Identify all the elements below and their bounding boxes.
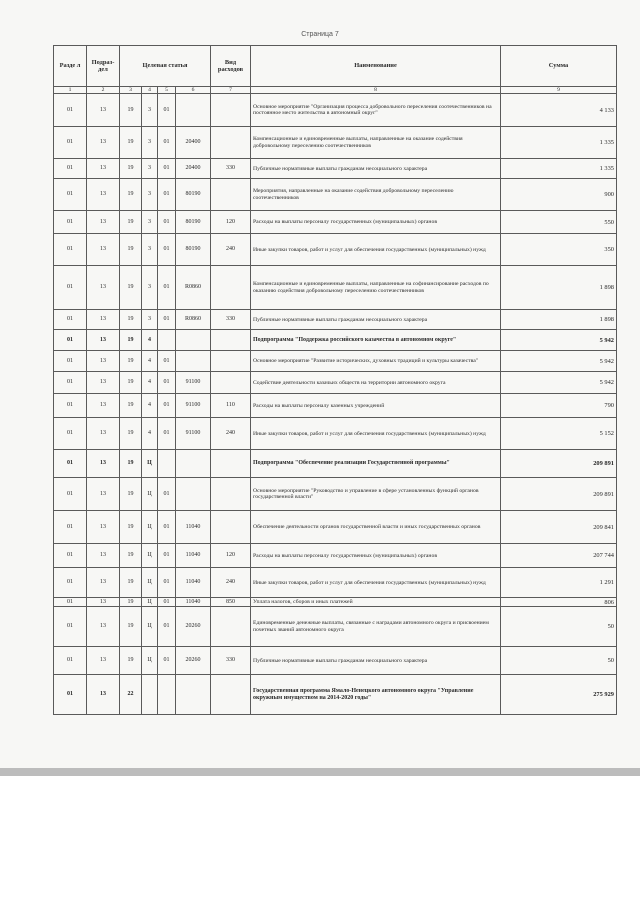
- header-vid: Вид расходов: [211, 46, 251, 87]
- podrazdel-cell: 13: [87, 310, 120, 330]
- subprogram-code-cell: Ц: [142, 450, 158, 478]
- razdel-cell: 01: [54, 310, 87, 330]
- table-row: [54, 394, 617, 418]
- sum-cell: 209 891: [501, 478, 617, 511]
- program-code-cell: 19: [120, 607, 142, 647]
- razdel-cell: 01: [54, 211, 87, 234]
- podrazdel-cell: 13: [87, 94, 120, 127]
- program-code-cell: 19: [120, 211, 142, 234]
- event-code-cell: 01: [158, 94, 176, 127]
- podrazdel-cell: 13: [87, 478, 120, 511]
- subprogram-code-cell: 4: [142, 330, 158, 351]
- event-code-cell: 01: [158, 179, 176, 211]
- expense-type-cell: 240: [211, 568, 251, 598]
- podrazdel-cell: 13: [87, 568, 120, 598]
- event-code-cell: 01: [158, 568, 176, 598]
- event-code-cell: [158, 450, 176, 478]
- direction-code-cell: [176, 330, 211, 351]
- event-code-cell: 01: [158, 511, 176, 544]
- table-body: [54, 94, 617, 715]
- event-code-cell: 01: [158, 211, 176, 234]
- expense-type-cell: 850: [211, 598, 251, 607]
- razdel-cell: 01: [54, 647, 87, 675]
- name-cell: Компенсационные и единовременные выплаты, направленные на оказание содействия добровольному переселению соотечественников: [251, 127, 501, 159]
- program-code-cell: 22: [120, 675, 142, 715]
- name-cell: Иные закупки товаров, работ и услуг для обеспечения государственных (муниципальных) нужд: [251, 568, 501, 598]
- razdel-cell: 01: [54, 418, 87, 450]
- table-row: [54, 372, 617, 394]
- expense-type-cell: [211, 94, 251, 127]
- program-code-cell: 19: [120, 330, 142, 351]
- razdel-cell: 01: [54, 94, 87, 127]
- direction-code-cell: 80190: [176, 211, 211, 234]
- header-sum: Сумма: [501, 46, 617, 87]
- table-row: [54, 450, 617, 478]
- col-number: 1: [54, 87, 87, 94]
- col-number: 7: [211, 87, 251, 94]
- direction-code-cell: R0860: [176, 266, 211, 310]
- podrazdel-cell: 13: [87, 394, 120, 418]
- event-code-cell: [158, 330, 176, 351]
- program-code-cell: 19: [120, 647, 142, 675]
- subprogram-code-cell: 3: [142, 266, 158, 310]
- expense-type-cell: [211, 179, 251, 211]
- name-cell: Расходы на выплаты персоналу государственных (муниципальных) органов: [251, 211, 501, 234]
- program-code-cell: 19: [120, 372, 142, 394]
- program-code-cell: 19: [120, 511, 142, 544]
- header-tselevaya: Целевая статья: [120, 46, 211, 87]
- event-code-cell: 01: [158, 394, 176, 418]
- name-cell: Иные закупки товаров, работ и услуг для обеспечения государственных (муниципальных) нужд: [251, 418, 501, 450]
- col-number: 6: [176, 87, 211, 94]
- sum-cell: 1 335: [501, 159, 617, 179]
- table-row: [54, 310, 617, 330]
- razdel-cell: 01: [54, 351, 87, 372]
- sum-cell: 50: [501, 647, 617, 675]
- subprogram-code-cell: 3: [142, 179, 158, 211]
- program-code-cell: 19: [120, 310, 142, 330]
- event-code-cell: 01: [158, 478, 176, 511]
- razdel-cell: 01: [54, 372, 87, 394]
- subprogram-code-cell: 4: [142, 372, 158, 394]
- program-code-cell: 19: [120, 127, 142, 159]
- program-code-cell: 19: [120, 544, 142, 568]
- expense-type-cell: [211, 127, 251, 159]
- podrazdel-cell: 13: [87, 266, 120, 310]
- expense-type-cell: [211, 450, 251, 478]
- col-number: 5: [158, 87, 176, 94]
- expense-type-cell: [211, 372, 251, 394]
- podrazdel-cell: 13: [87, 211, 120, 234]
- name-cell: Уплата налогов, сборов и иных платежей: [251, 598, 501, 607]
- subprogram-code-cell: 3: [142, 234, 158, 266]
- name-cell: Основное мероприятие "Организация процесса добровольного переселения соотечественников на постоянное место жительства в автономный округ": [251, 94, 501, 127]
- subprogram-code-cell: Ц: [142, 511, 158, 544]
- podrazdel-cell: 13: [87, 179, 120, 211]
- razdel-cell: 01: [54, 478, 87, 511]
- expense-type-cell: 120: [211, 544, 251, 568]
- expense-type-cell: 240: [211, 418, 251, 450]
- sum-cell: 550: [501, 211, 617, 234]
- podrazdel-cell: 13: [87, 351, 120, 372]
- event-code-cell: 01: [158, 234, 176, 266]
- direction-code-cell: [176, 478, 211, 511]
- direction-code-cell: 20400: [176, 127, 211, 159]
- direction-code-cell: 20260: [176, 607, 211, 647]
- sum-cell: 209 841: [501, 511, 617, 544]
- sum-cell: 5 942: [501, 330, 617, 351]
- subprogram-code-cell: 3: [142, 127, 158, 159]
- subprogram-code-cell: 3: [142, 94, 158, 127]
- direction-code-cell: 91100: [176, 372, 211, 394]
- program-code-cell: 19: [120, 478, 142, 511]
- table-row: [54, 568, 617, 598]
- podrazdel-cell: 13: [87, 418, 120, 450]
- razdel-cell: 01: [54, 330, 87, 351]
- event-code-cell: [158, 675, 176, 715]
- expense-type-cell: 330: [211, 159, 251, 179]
- budget-table: [53, 45, 617, 715]
- name-cell: Подпрограмма "Обеспечение реализации Государственной программы": [251, 450, 501, 478]
- table-row: [54, 598, 617, 607]
- name-cell: Публичные нормативные выплаты гражданам несоциального характера: [251, 647, 501, 675]
- program-code-cell: 19: [120, 179, 142, 211]
- col-number: 2: [87, 87, 120, 94]
- name-cell: Мероприятия, направленные на оказание содействия добровольному переселению соотечественников: [251, 179, 501, 211]
- table-row: [54, 544, 617, 568]
- table-row: [54, 351, 617, 372]
- program-code-cell: 19: [120, 234, 142, 266]
- program-code-cell: 19: [120, 266, 142, 310]
- event-code-cell: 01: [158, 372, 176, 394]
- direction-code-cell: 11040: [176, 511, 211, 544]
- direction-code-cell: 20260: [176, 647, 211, 675]
- name-cell: Иные закупки товаров, работ и услуг для обеспечения государственных (муниципальных) нужд: [251, 234, 501, 266]
- sum-cell: 4 133: [501, 94, 617, 127]
- table-row: [54, 266, 617, 310]
- name-cell: Единовременные денежные выплаты, связанные с наградами автономного округа и присвоением почетных званий автономного округа: [251, 607, 501, 647]
- direction-code-cell: 91100: [176, 394, 211, 418]
- expense-type-cell: [211, 330, 251, 351]
- podrazdel-cell: 13: [87, 675, 120, 715]
- expense-type-cell: [211, 511, 251, 544]
- podrazdel-cell: 13: [87, 234, 120, 266]
- header-name: Наименование: [251, 46, 501, 87]
- expense-type-cell: 240: [211, 234, 251, 266]
- sum-cell: 275 929: [501, 675, 617, 715]
- table-row: [54, 675, 617, 715]
- column-number-row: [54, 87, 617, 94]
- header-razdel: Разде л: [54, 46, 87, 87]
- col-number: 8: [251, 87, 501, 94]
- sum-cell: 50: [501, 607, 617, 647]
- page-label: Страница 7: [301, 31, 339, 38]
- direction-code-cell: 80190: [176, 179, 211, 211]
- expense-type-cell: [211, 675, 251, 715]
- direction-code-cell: 11040: [176, 598, 211, 607]
- header-podrazdel: Подраз- дел: [87, 46, 120, 87]
- table-row: [54, 159, 617, 179]
- sum-cell: 5 942: [501, 351, 617, 372]
- subprogram-code-cell: Ц: [142, 607, 158, 647]
- sum-cell: 790: [501, 394, 617, 418]
- name-cell: Подпрограмма "Поддержка российского казачества в автономном округе": [251, 330, 501, 351]
- sum-cell: 806: [501, 598, 617, 607]
- table-row: [54, 179, 617, 211]
- event-code-cell: 01: [158, 598, 176, 607]
- razdel-cell: 01: [54, 568, 87, 598]
- name-cell: Расходы на выплаты персоналу государственных (муниципальных) органов: [251, 544, 501, 568]
- razdel-cell: 01: [54, 234, 87, 266]
- expense-type-cell: [211, 351, 251, 372]
- event-code-cell: 01: [158, 310, 176, 330]
- event-code-cell: 01: [158, 266, 176, 310]
- expense-type-cell: 120: [211, 211, 251, 234]
- name-cell: Государственная программа Ямало-Ненецкого автономного округа "Управление окружным имуществом на 2014-2020 годы": [251, 675, 501, 715]
- razdel-cell: 01: [54, 266, 87, 310]
- header-row: [54, 46, 617, 87]
- subprogram-code-cell: 4: [142, 351, 158, 372]
- direction-code-cell: 80190: [176, 234, 211, 266]
- name-cell: Расходы на выплаты персоналу казенных учреждений: [251, 394, 501, 418]
- razdel-cell: 01: [54, 179, 87, 211]
- razdel-cell: 01: [54, 607, 87, 647]
- expense-type-cell: [211, 478, 251, 511]
- program-code-cell: 19: [120, 598, 142, 607]
- sum-cell: 5 942: [501, 372, 617, 394]
- subprogram-code-cell: Ц: [142, 598, 158, 607]
- program-code-cell: 19: [120, 351, 142, 372]
- sum-cell: 5 152: [501, 418, 617, 450]
- subprogram-code-cell: Ц: [142, 478, 158, 511]
- subprogram-code-cell: 4: [142, 394, 158, 418]
- table-row: [54, 511, 617, 544]
- podrazdel-cell: 13: [87, 607, 120, 647]
- sum-cell: 1 291: [501, 568, 617, 598]
- podrazdel-cell: 13: [87, 647, 120, 675]
- name-cell: Компенсационные и единовременные выплаты, направленные на софинансирование расходов по оказанию содействия добровольному переселению соотечественников: [251, 266, 501, 310]
- direction-code-cell: R0860: [176, 310, 211, 330]
- direction-code-cell: [176, 675, 211, 715]
- direction-code-cell: 11040: [176, 568, 211, 598]
- subprogram-code-cell: Ц: [142, 647, 158, 675]
- razdel-cell: 01: [54, 394, 87, 418]
- name-cell: Основное мероприятие "Руководство и управление в сфере установленных функций органов государственной власти": [251, 478, 501, 511]
- podrazdel-cell: 13: [87, 598, 120, 607]
- sum-cell: 1 335: [501, 127, 617, 159]
- podrazdel-cell: 13: [87, 511, 120, 544]
- razdel-cell: 01: [54, 544, 87, 568]
- razdel-cell: 01: [54, 675, 87, 715]
- subprogram-code-cell: 4: [142, 418, 158, 450]
- razdel-cell: 01: [54, 127, 87, 159]
- program-code-cell: 19: [120, 568, 142, 598]
- expense-type-cell: 330: [211, 310, 251, 330]
- program-code-cell: 19: [120, 450, 142, 478]
- sum-cell: 1 898: [501, 310, 617, 330]
- table-row: [54, 234, 617, 266]
- name-cell: Обеспечение деятельности органов государственной власти и иных государственных органов: [251, 511, 501, 544]
- table-row: [54, 94, 617, 127]
- podrazdel-cell: 13: [87, 544, 120, 568]
- direction-code-cell: 20400: [176, 159, 211, 179]
- event-code-cell: 01: [158, 544, 176, 568]
- razdel-cell: 01: [54, 511, 87, 544]
- podrazdel-cell: 13: [87, 159, 120, 179]
- expense-type-cell: 330: [211, 647, 251, 675]
- name-cell: Публичные нормативные выплаты гражданам несоциального характера: [251, 159, 501, 179]
- program-code-cell: 19: [120, 94, 142, 127]
- subprogram-code-cell: Ц: [142, 544, 158, 568]
- subprogram-code-cell: [142, 675, 158, 715]
- direction-code-cell: [176, 351, 211, 372]
- subprogram-code-cell: Ц: [142, 568, 158, 598]
- program-code-cell: 19: [120, 159, 142, 179]
- expense-type-cell: [211, 266, 251, 310]
- razdel-cell: 01: [54, 159, 87, 179]
- subprogram-code-cell: 3: [142, 159, 158, 179]
- table-row: [54, 478, 617, 511]
- direction-code-cell: 11040: [176, 544, 211, 568]
- podrazdel-cell: 13: [87, 450, 120, 478]
- table-row: [54, 607, 617, 647]
- name-cell: Публичные нормативные выплаты гражданам несоциального характера: [251, 310, 501, 330]
- subprogram-code-cell: 3: [142, 211, 158, 234]
- direction-code-cell: [176, 94, 211, 127]
- name-cell: Основное мероприятие "Развитие исторических, духовных традиций и культуры казачества": [251, 351, 501, 372]
- sum-cell: 1 898: [501, 266, 617, 310]
- program-code-cell: 19: [120, 394, 142, 418]
- table-row: [54, 330, 617, 351]
- expense-type-cell: [211, 607, 251, 647]
- col-number: 9: [501, 87, 617, 94]
- podrazdel-cell: 13: [87, 330, 120, 351]
- podrazdel-cell: 13: [87, 372, 120, 394]
- table-row: [54, 211, 617, 234]
- event-code-cell: 01: [158, 607, 176, 647]
- event-code-cell: 01: [158, 127, 176, 159]
- razdel-cell: 01: [54, 598, 87, 607]
- event-code-cell: 01: [158, 159, 176, 179]
- scanner-edge: [0, 768, 640, 776]
- col-number: 3: [120, 87, 142, 94]
- program-code-cell: 19: [120, 418, 142, 450]
- sum-cell: 350: [501, 234, 617, 266]
- sum-cell: 209 891: [501, 450, 617, 478]
- col-number: 4: [142, 87, 158, 94]
- podrazdel-cell: 13: [87, 127, 120, 159]
- sum-cell: 207 744: [501, 544, 617, 568]
- event-code-cell: 01: [158, 647, 176, 675]
- sum-cell: 900: [501, 179, 617, 211]
- expense-type-cell: 110: [211, 394, 251, 418]
- table-row: [54, 418, 617, 450]
- subprogram-code-cell: 3: [142, 310, 158, 330]
- name-cell: Содействие деятельности казачьих обществ на территории автономного округа: [251, 372, 501, 394]
- direction-code-cell: 91100: [176, 418, 211, 450]
- razdel-cell: 01: [54, 450, 87, 478]
- table-row: [54, 647, 617, 675]
- table-row: [54, 127, 617, 159]
- event-code-cell: 01: [158, 351, 176, 372]
- direction-code-cell: [176, 450, 211, 478]
- event-code-cell: 01: [158, 418, 176, 450]
